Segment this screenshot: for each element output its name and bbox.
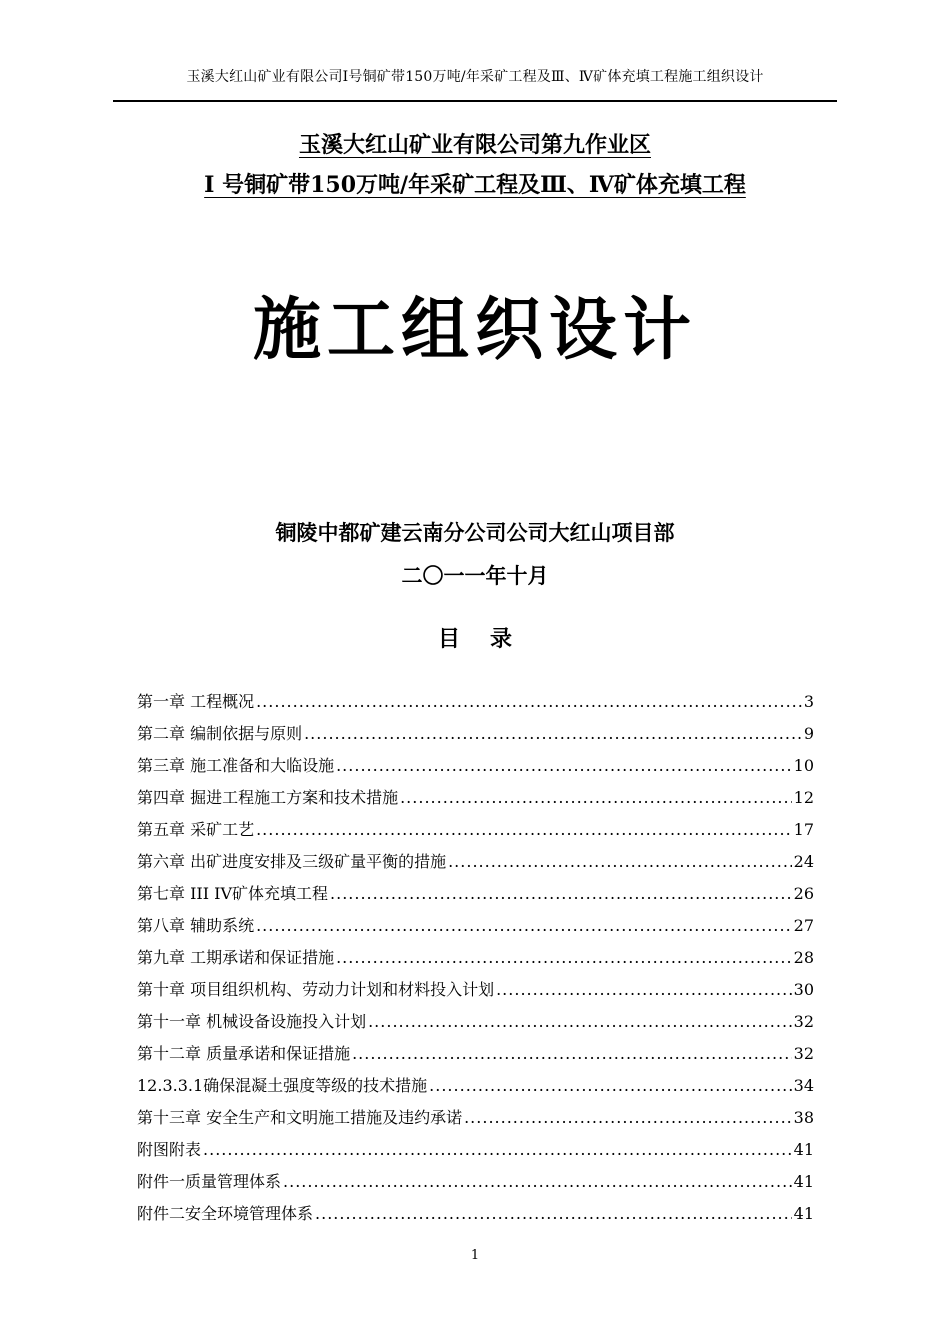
header-rule	[113, 100, 837, 102]
toc-entry[interactable]	[137, 974, 814, 1006]
toc-entry[interactable]	[137, 1102, 814, 1134]
toc-dot-leader	[429, 1070, 791, 1102]
toc-heading: 目录	[437, 626, 542, 652]
toc-entry-page: 34	[793, 1076, 814, 1095]
toc-dot-leader	[256, 814, 792, 846]
toc-dot-leader	[368, 1006, 792, 1038]
toc-entry[interactable]	[137, 1070, 814, 1102]
toc-entry[interactable]	[137, 846, 814, 878]
toc-dot-leader	[330, 878, 792, 910]
toc-dot-leader	[256, 686, 802, 718]
cover-title-line-2	[0, 168, 950, 199]
toc-entry-label: 第三章 施工准备和大临设施	[137, 756, 335, 775]
toc-entry-label: 第七章 III IV矿体充填工程	[137, 884, 329, 903]
toc-entry[interactable]	[137, 1006, 814, 1038]
toc-dot-leader	[203, 1134, 792, 1166]
toc-dot-leader	[304, 718, 802, 750]
toc-entry-label: 附图附表	[137, 1140, 202, 1159]
toc-entry[interactable]	[137, 1198, 814, 1230]
toc-entry[interactable]	[137, 878, 814, 910]
toc-dot-leader	[352, 1038, 792, 1070]
toc-entry[interactable]	[137, 1166, 814, 1198]
toc-entry[interactable]	[137, 1038, 814, 1070]
running-header: 玉溪大红山矿业有限公司Ⅰ号铜矿带150万吨/年采矿工程及Ⅲ、Ⅳ矿体充填工程施工组织设计	[186, 69, 764, 85]
toc-entry-label: 第十章 项目组织机构、劳动力计划和材料投入计划	[137, 980, 495, 999]
toc-dot-leader	[336, 750, 792, 782]
toc-dot-leader	[283, 1166, 792, 1198]
toc-entry-page: 26	[793, 884, 814, 903]
toc-entry-page: 10	[793, 756, 814, 775]
toc-dot-leader	[448, 846, 792, 878]
toc-entry-label: 附件二安全环境管理体系	[137, 1204, 314, 1223]
cover-title-line-1	[0, 128, 950, 159]
toc-entry-page: 3	[803, 692, 814, 711]
cover-title-line-1-text: 玉溪大红山矿业有限公司第九作业区	[298, 132, 651, 158]
toc-entry-page: 41	[793, 1172, 814, 1191]
toc-entry-page: 28	[793, 948, 814, 967]
toc-entry-label: 第六章 出矿进度安排及三级矿量平衡的措施	[137, 852, 447, 871]
toc-entry-page: 41	[793, 1204, 814, 1223]
toc-entry-label: 第一章 工程概况	[137, 692, 255, 711]
toc-dot-leader	[400, 782, 792, 814]
toc-entry[interactable]	[137, 750, 814, 782]
toc-entry-label: 附件一质量管理体系	[137, 1172, 282, 1191]
toc-entry-page: 12	[793, 788, 814, 807]
toc-dot-leader	[256, 910, 792, 942]
toc-entry[interactable]	[137, 942, 814, 974]
toc-entry[interactable]	[137, 686, 814, 718]
toc-entry[interactable]	[137, 718, 814, 750]
toc-entry-label: 12.3.3.1确保混凝土强度等级的技术措施	[137, 1076, 428, 1095]
toc-entry-label: 第十一章 机械设备设施投入计划	[137, 1012, 367, 1031]
toc-entry-page: 38	[793, 1108, 814, 1127]
page-number: 1	[470, 1248, 480, 1263]
toc-dot-leader	[496, 974, 792, 1006]
main-title: 施工组织设计	[252, 290, 697, 370]
toc-entry-label: 第十二章 质量承诺和保证措施	[137, 1044, 351, 1063]
toc-entry-page: 24	[793, 852, 814, 871]
toc-entry[interactable]	[137, 910, 814, 942]
toc-entry-page: 30	[793, 980, 814, 999]
toc-entry-label: 第十三章 安全生产和文明施工措施及违约承诺	[137, 1108, 463, 1127]
toc-entry-page: 32	[793, 1012, 814, 1031]
toc-entry[interactable]	[137, 782, 814, 814]
toc-entry-label: 第二章 编制依据与原则	[137, 724, 303, 743]
toc-entry-label: 第八章 辅助系统	[137, 916, 255, 935]
toc-dot-leader	[336, 942, 792, 974]
toc-entry-label: 第五章 采矿工艺	[137, 820, 255, 839]
toc-entry-page: 9	[803, 724, 814, 743]
toc-entry-page: 41	[793, 1140, 814, 1159]
cover-title-line-2-text: Ⅰ 号铜矿带150万吨/年采矿工程及Ⅲ、Ⅳ矿体充填工程	[204, 172, 746, 198]
toc-entry-page: 17	[793, 820, 814, 839]
toc-entry-label: 第四章 掘进工程施工方案和技术措施	[137, 788, 399, 807]
toc-entry-label: 第九章 工期承诺和保证措施	[137, 948, 335, 967]
toc-entry-page: 27	[793, 916, 814, 935]
toc-entry[interactable]	[137, 814, 814, 846]
organization: 铜陵中都矿建云南分公司公司大红山项目部	[275, 520, 675, 545]
table-of-contents	[137, 686, 814, 1230]
toc-dot-leader	[315, 1198, 792, 1230]
toc-entry-page: 32	[793, 1044, 814, 1063]
toc-entry[interactable]	[137, 1134, 814, 1166]
toc-dot-leader	[464, 1102, 792, 1134]
document-date: 二〇一一年十月	[401, 563, 549, 588]
